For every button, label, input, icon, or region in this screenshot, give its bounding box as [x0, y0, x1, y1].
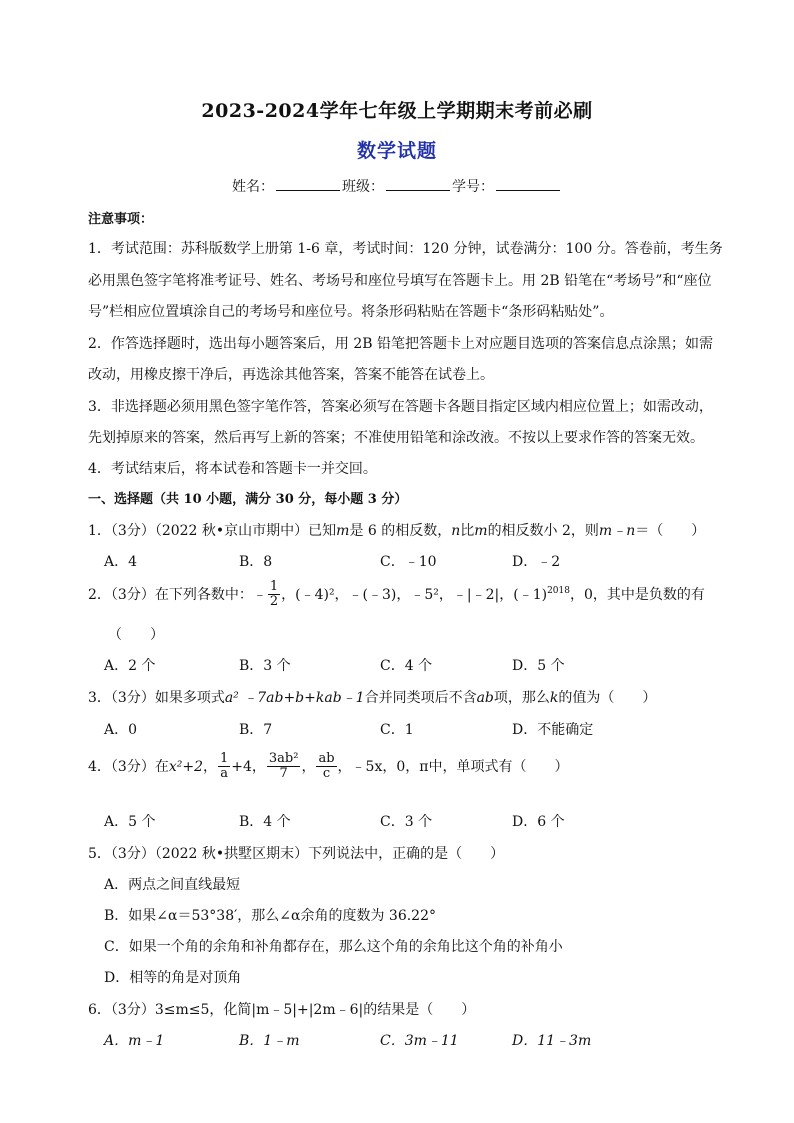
question-6-option-c: C．3m﹣11 — [380, 1033, 459, 1049]
question-4-option-a: A．5 个 — [104, 814, 156, 830]
fraction-1-over-a: $\frac{1}{a}$ — [219, 751, 229, 782]
question-1-stem: 1．（3分）（2022 秋•京山市期中）已知m是 6 的相反数，n比m的相反数小 2，则m﹣n＝（ ） — [88, 523, 706, 539]
question-2-option-a: A．2 个 — [104, 658, 156, 674]
notes-line: 2．作答选择题时，选出每小题答案后，用 2B 铅笔把答题卡上对应题目选项的答案信息点涂黑；如需 — [88, 336, 714, 352]
question-6-option-a: A．m﹣1 — [104, 1033, 165, 1049]
question-4-stem: 4．（3分）在x²+2， $\frac{1}{a}$ +4， $\frac{\text{3ab²}}{7}$ ， $\frac{ab}{c}$ ，﹣5x，0，π中，单项式有（ ） — [88, 751, 569, 782]
question-5-option-b: B．如果∠α＝53°38′，那么∠α余角的度数为 36.22° — [104, 908, 436, 924]
question-2-paren: （ ） — [108, 627, 164, 643]
question-3-option-b: B．7 — [239, 722, 273, 738]
question-2-option-b: B．3 个 — [239, 658, 291, 674]
id-blank — [496, 178, 560, 191]
question-5-option-c: C．如果一个角的余角和补角都存在，那么这个角的余角比这个角的补角小 — [104, 939, 563, 955]
question-2-stem: 2．（3分）在下列各数中：﹣ $\frac{1}{2}$ ，(﹣4)²，﹣(﹣3)，﹣5²，﹣|﹣2|，(﹣1)$^{2018}$，0，其中是负数的有 — [88, 579, 705, 610]
question-6-option-b: B．1﹣m — [239, 1033, 300, 1049]
id-label: 学号： — [452, 179, 494, 195]
notes-line: 必用黑色签字笔将准考证号、姓名、考场号和座位号填写在答题卡上。用 2B 铅笔在“考场号”和“座位 — [88, 273, 712, 289]
question-4-option-b: B．4 个 — [239, 814, 291, 830]
question-3-option-c: C．1 — [380, 722, 414, 738]
question-1-option-d: D．﹣2 — [512, 554, 561, 570]
notes-line: 先划掉原来的答案，然后再写上新的答案；不准使用铅笔和涂改液。不按以上要求作答的答案无效。 — [88, 430, 704, 446]
notes-heading: 注意事项： — [88, 212, 154, 227]
question-1-option-c: C．﹣10 — [380, 554, 437, 570]
question-5-option-a: A．两点之间直线最短 — [104, 877, 241, 893]
fraction-ab-over-c: $\frac{ab}{c}$ — [318, 751, 335, 782]
notes-line: 3．非选择题必须用黑色签字笔作答，答案必须写在答题卡各题目指定区域内相应位置上；如需改动， — [88, 399, 713, 415]
question-2-option-d: D．5 个 — [512, 658, 565, 674]
name-blank — [276, 178, 340, 191]
question-4-option-c: C．3 个 — [380, 814, 433, 830]
notes-line: 1．考试范围：苏科版数学上册第 1-6 章，考试时间：120 分钟，试卷满分：100 分。答卷前，考生务 — [88, 241, 723, 257]
class-blank — [386, 178, 450, 191]
question-5-option-d: D．相等的角是对顶角 — [104, 970, 242, 986]
question-6-option-d: D．11﹣3m — [512, 1033, 592, 1049]
question-4-option-d: D．6 个 — [512, 814, 565, 830]
question-5-stem: 5．（3分）（2022 秋•拱墅区期末）下列说法中，正确的是（ ） — [88, 846, 505, 862]
class-label: 班级： — [342, 179, 384, 195]
notes-line: 改动，用橡皮擦干净后，再选涂其他答案，答案不能答在试卷上。 — [88, 367, 494, 383]
question-3-option-d: D．不能确定 — [512, 722, 594, 738]
question-6-stem: 6．（3分）3≤m≤5，化简|m﹣5|+|2m﹣6|的结果是（ ） — [88, 1002, 476, 1018]
question-3-stem: 3．（3分）如果多项式a² ﹣7ab+b+kab﹣1合并同类项后不含ab项，那么k的值为（ ） — [88, 690, 657, 706]
name-label: 姓名： — [232, 179, 274, 195]
notes-line: 号”栏相应位置填涂自己的考场号和座位号。将条形码粘贴在答题卡“条形码粘贴处”。 — [88, 304, 614, 320]
exam-title: 2023-2024学年七年级上学期期末考前必刷 — [201, 100, 593, 122]
question-1-option-a: A．4 — [104, 554, 138, 570]
question-3-option-a: A．0 — [104, 722, 138, 738]
question-1-option-b: B．8 — [239, 554, 273, 570]
student-info-line — [0, 176, 794, 196]
fraction-3ab2-over-7: $\frac{\text{3ab²}}{7}$ — [268, 751, 299, 782]
exam-subtitle: 数学试题 — [356, 140, 437, 162]
fraction-one-half: $\frac{1}{2}$ — [269, 579, 279, 610]
section-title: 一、选择题（共 10 小题，满分 30 分，每小题 3 分） — [88, 492, 408, 507]
notes-line: 4．考试结束后，将本试卷和答题卡一并交回。 — [88, 461, 377, 477]
question-2-option-c: C．4 个 — [380, 658, 433, 674]
